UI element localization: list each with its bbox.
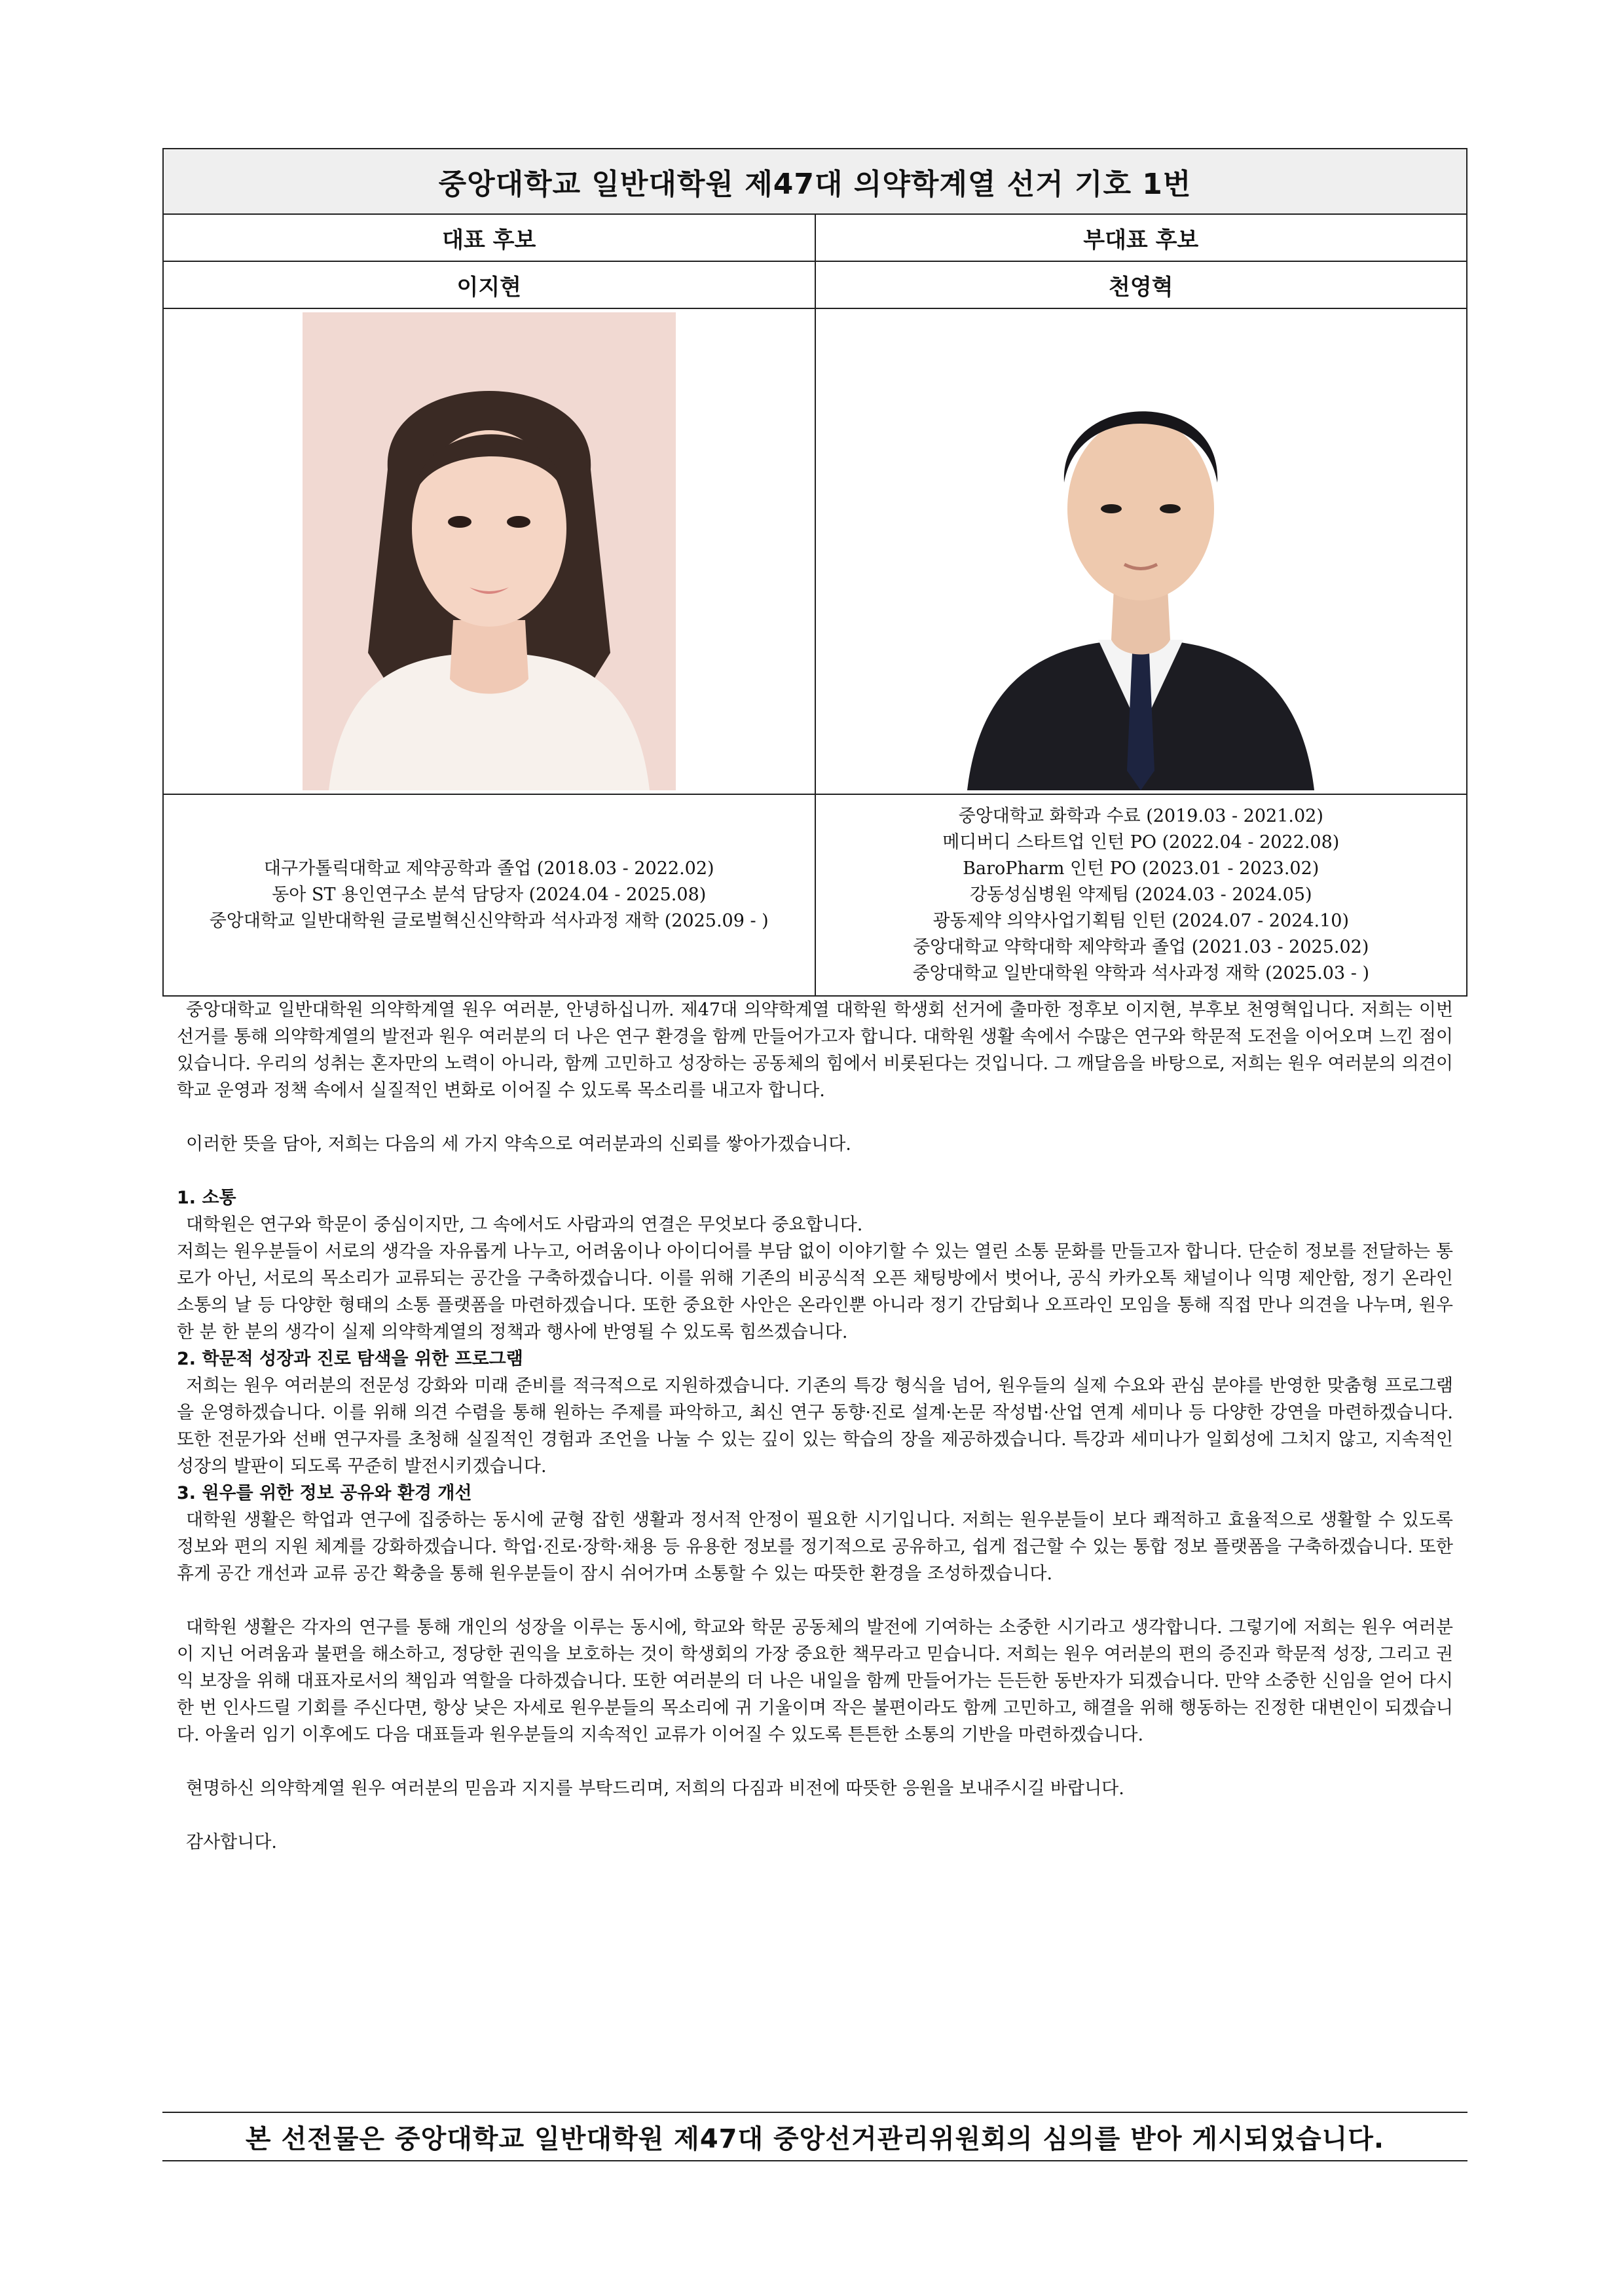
section-1-paragraph: 대학원은 연구와 학문이 중심이지만, 그 속에서도 사람과의 연결은 무엇보다 중요합니다. xyxy=(186,1215,863,1235)
lead-career-item: 동아 ST 용인연구소 분석 담당자 (2024.04 - 2025.08) xyxy=(272,885,707,905)
deputy-career-item: 중앙대학교 일반대학원 약학과 석사과정 재학 (2025.03 - ) xyxy=(912,963,1369,983)
deputy-career-item: 강동성심병원 약제팀 (2024.03 - 2024.05) xyxy=(969,885,1312,905)
campaign-statement xyxy=(162,997,1467,1856)
promise-paragraph: 이러한 뜻을 담아, 저희는 다음의 세 가지 약속으로 여러분과의 신뢰를 쌓아가겠습니다. xyxy=(186,1134,851,1154)
deputy-career-item: 중앙대학교 약학대학 제약학과 졸업 (2021.03 - 2025.02) xyxy=(913,937,1369,957)
review-notice: 본 선전물은 중앙대학교 일반대학원 제47대 중앙선거관리위원회의 심의를 받아 게시되었습니다. xyxy=(162,2112,1467,2161)
poster xyxy=(162,148,1467,1856)
closing-paragraph: 대학원 생활은 각자의 연구를 통해 개인의 성장을 이루는 동시에, 학교와 학문 공동체의 발전에 기여하는 소중한 시기라고 생각합니다. 그렇기에 저희는 원우 여러분이 지닌 어려움과 불편을 해소하고, 정당한 권익을 보호하는 것이 학생회의 가장 중요한 책무라고 믿습니다. 저희는 원우 여러분의 편의 증진과 학문적 성장, 그리고 권익 보장을 위해 대표자로서의 책임과 역할을 다하겠습니다. 또한 여러분의 더 나은 내일을 함께 만들어가는 든든한 동반자가 되겠습니다. 만약 소중한 신임을 얻어 다시 한 번 인사드릴 기회를 주신다면, 항상 낮은 자세로 원우분들의 목소리에 귀 기울이며 작은 불편이라도 함께 고민하고, 해결을 위해 행동하는 진정한 대변인이 되겠습니다. 아울러 임기 이후에도 다음 대표들과 원우분들의 지속적인 교류가 이어질 수 있도록 튼튼한 소통의 기반을 마련하겠습니다. xyxy=(177,1617,1453,1745)
closing-appeal: 현명하신 의약학계열 원우 여러분의 믿음과 지지를 부탁드리며, 저희의 다짐과 비전에 따뜻한 응원을 보내주시길 바랍니다. xyxy=(186,1778,1124,1799)
section-3-paragraph: 대학원 생활은 학업과 연구에 집중하는 동시에 균형 잡힌 생활과 정서적 안정이 필요한 시기입니다. 저희는 원우분들이 보다 쾌적하고 효율적으로 생활할 수 있도록 정보와 편의 지원 체계를 강화하겠습니다. 학업·진로·장학·채용 등 유용한 정보를 정기적으로 공유하고, 쉽게 접근할 수 있는 통합 정보 플랫폼을 구축하겠습니다. 또한 휴게 공간 개선과 교류 공간 확충을 통해 원우분들이 잠시 쉬어가며 소통할 수 있는 따뜻한 환경을 조성하겠습니다. xyxy=(177,1510,1453,1584)
deputy-career-item: 광동제약 의약사업기획팀 인턴 (2024.07 - 2024.10) xyxy=(932,911,1349,931)
deputy-career-item: 중앙대학교 화학과 수료 (2019.03 - 2021.02) xyxy=(958,806,1323,826)
section-2-heading: 2. 학문적 성장과 진로 탐색을 위한 프로그램 xyxy=(177,1349,523,1369)
section-2-paragraph: 저희는 원우 여러분의 전문성 강화와 미래 준비를 적극적으로 지원하겠습니다. 기존의 특강 형식을 넘어, 원우들의 실제 수요와 관심 분야를 반영한 맞춤형 프로그램을 운영하겠습니다. 이를 위해 의견 수렴을 통해 원하는 주제를 파악하고, 최신 연구 동향·진로 설계·논문 작성법·산업 연계 세미나 등 다양한 강연을 마련하겠습니다. 또한 전문가와 선배 연구자를 초청해 실질적인 경험과 조언을 나눌 수 있는 깊이 있는 학습의 장을 제공하겠습니다. 특강과 세미나가 일회성에 그치지 않고, 지속적인 성장의 발판이 되도록 꾸준히 발전시키겠습니다. xyxy=(177,1376,1453,1477)
lead-photo-cell xyxy=(163,308,815,794)
intro-paragraph: 중앙대학교 일반대학원 의약학계열 원우 여러분, 안녕하십니까. 제47대 의약학계열 대학원 학생회 선거에 출마한 정후보 이지현, 부후보 천영혁입니다. 저희는 이번 선거를 통해 의약학계열의 발전과 원우 여러분의 더 나은 연구 환경을 함께 만들어가고자 합니다. 대학원 생활 속에서 수많은 연구와 학문적 도전을 이어오며 느낀 점이 있습니다. 우리의 성취는 혼자만의 노력이 아니라, 함께 고민하고 성장하는 공동체의 힘에서 비롯된다는 것입니다. 그 깨달음을 바탕으로, 저희는 원우 여러분의 의견이 학교 운영과 정책 속에서 실질적인 변화로 이어질 수 있도록 목소리를 내고자 합니다. xyxy=(177,1000,1453,1101)
deputy-career-item: BaroPharm 인턴 PO (2023.01 - 2023.02) xyxy=(963,858,1320,879)
lead-career-item: 중앙대학교 일반대학원 글로벌혁신신약학과 석사과정 재학 (2025.09 - ) xyxy=(209,911,769,931)
section-3-heading: 3. 원우를 위한 정보 공유와 환경 개선 xyxy=(177,1483,472,1503)
lead-name: 이지현 xyxy=(163,261,815,308)
lead-career-list xyxy=(163,794,815,996)
deputy-role-label: 부대표 후보 xyxy=(815,214,1467,261)
lead-role-label: 대표 후보 xyxy=(163,214,815,261)
lead-candidate-photo xyxy=(303,312,676,790)
thanks-line: 감사합니다. xyxy=(186,1832,277,1852)
lead-career-item: 대구가톨릭대학교 제약공학과 졸업 (2018.03 - 2022.02) xyxy=(263,858,714,879)
deputy-name: 천영혁 xyxy=(815,261,1467,308)
poster-title: 중앙대학교 일반대학원 제47대 의약학계열 선거 기호 1번 xyxy=(163,149,1467,214)
section-1-heading: 1. 소통 xyxy=(177,1188,236,1208)
deputy-career-item: 메디버디 스타트업 인턴 PO (2022.04 - 2022.08) xyxy=(942,832,1340,853)
deputy-career-list xyxy=(815,794,1467,996)
deputy-candidate-photo xyxy=(954,312,1327,790)
deputy-photo-cell xyxy=(815,308,1467,794)
candidate-table xyxy=(162,148,1467,997)
section-1-paragraph: 저희는 원우분들이 서로의 생각을 자유롭게 나누고, 어려움이나 아이디어를 부담 없이 이야기할 수 있는 열린 소통 문화를 만들고자 합니다. 단순히 정보를 전달하는 통로가 아닌, 서로의 목소리가 교류되는 공간을 구축하겠습니다. 이를 위해 기존의 비공식적 오픈 채팅방에서 벗어나, 공식 카카오톡 채널이나 익명 제안함, 정기 온라인 소통의 날 등 다양한 형태의 소통 플랫폼을 마련하겠습니다. 또한 중요한 사안은 온라인뿐 아니라 정기 간담회나 오프라인 모임을 통해 직접 만나 의견을 나누며, 원우 한 분 한 분의 생각이 실제 의약학계열의 정책과 행사에 반영될 수 있도록 힘쓰겠습니다. xyxy=(177,1241,1453,1342)
